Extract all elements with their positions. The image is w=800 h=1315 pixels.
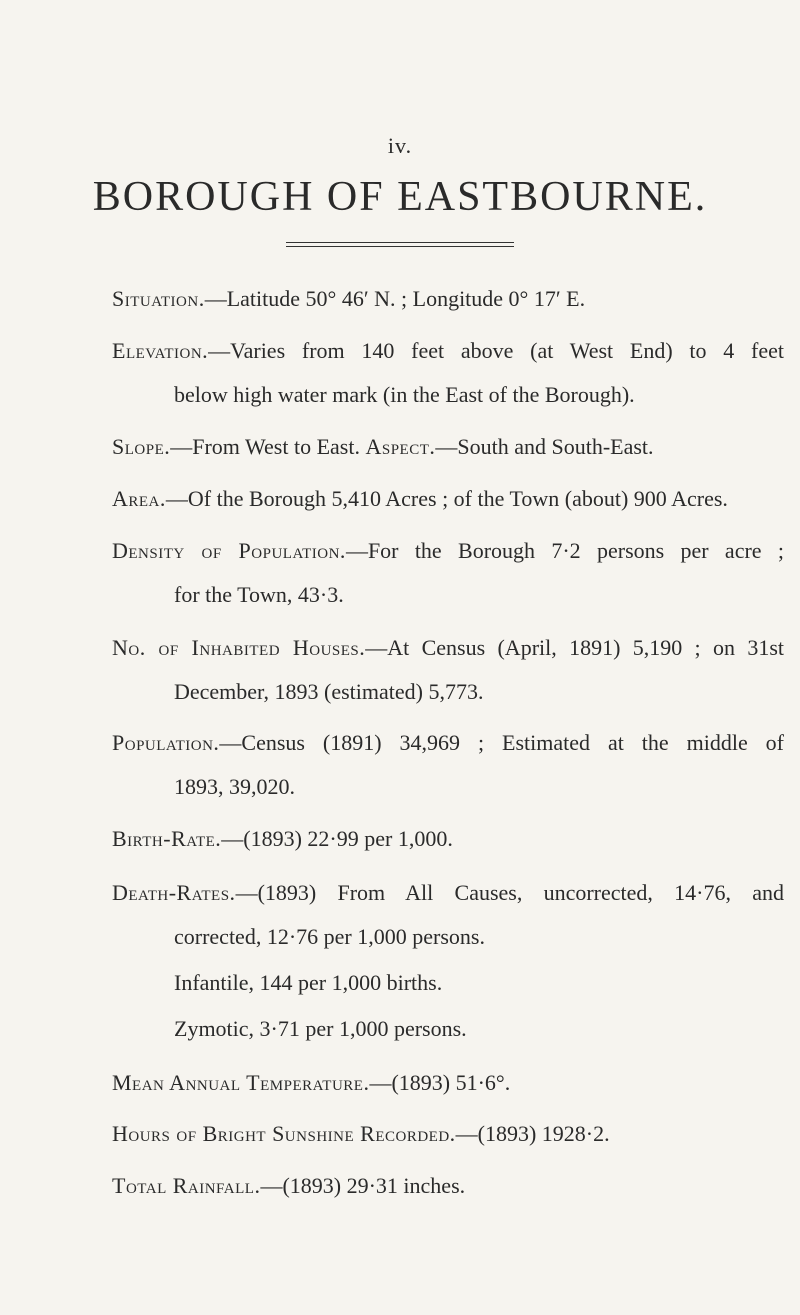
- population-line-2: 1893, 39,020.: [174, 774, 295, 799]
- density-entry: [112, 530, 792, 572]
- title-rule-top: [286, 242, 514, 243]
- slope-label: Slope.: [112, 434, 171, 459]
- area-text: —Of the Borough 5,410 Acres ; of the Town (about) 900 Acres.: [165, 486, 728, 511]
- temperature-text: —(1893) 51·6°.: [369, 1070, 511, 1095]
- infantile-rate: Infantile, 144 per 1,000 births.: [174, 970, 443, 995]
- density-line-2: for the Town, 43·3.: [174, 582, 344, 607]
- rainfall-entry: [112, 1165, 792, 1207]
- elevation-label: Elevation.: [112, 338, 209, 363]
- death-rates-entry: [112, 872, 792, 914]
- death-rates-line-1: [112, 872, 784, 914]
- slope-entry: [112, 426, 792, 468]
- population-text-1: —Census (1891) 34,969 ; Estimated at the middle of: [219, 730, 784, 755]
- situation-entry: [112, 278, 792, 320]
- houses-text-1: —At Census (April, 1891) 5,190 ; on 31st: [365, 635, 784, 660]
- death-rates-line-2: corrected, 12·76 per 1,000 persons.: [174, 924, 485, 949]
- population-entry: [112, 722, 792, 764]
- population-label: Population.: [112, 730, 220, 755]
- density-text-1: —For the Borough 7·2 persons per acre ;: [345, 538, 784, 563]
- slope-text: —From West to East.: [170, 434, 366, 459]
- density-label: Density of Population.: [112, 538, 346, 563]
- temperature-entry: [112, 1062, 792, 1104]
- sunshine-label: Hours of Bright Sunshine Recorded.: [112, 1121, 456, 1146]
- death-rates-text-1: —(1893) From All Causes, uncorrected, 14·76, and: [235, 880, 784, 905]
- houses-entry: [112, 627, 792, 669]
- houses-line-2: December, 1893 (estimated) 5,773.: [174, 679, 484, 704]
- page-number: iv.: [387, 133, 413, 158]
- situation-label: Situation.: [112, 286, 205, 311]
- birth-rate-label: Birth-Rate.: [112, 826, 222, 851]
- elevation-line-2: below high water mark (in the East of the Borough).: [174, 382, 635, 407]
- density-line-1: [112, 530, 784, 572]
- rainfall-label: Total Rainfall.: [112, 1173, 261, 1198]
- page-title: BOROUGH OF EASTBOURNE.: [92, 174, 708, 220]
- title-rule-bottom: [286, 246, 514, 247]
- death-rates-label: Death-Rates.: [112, 880, 236, 905]
- zymotic-rate: Zymotic, 3·71 per 1,000 persons.: [174, 1016, 467, 1041]
- situation-text: —Latitude 50° 46′ N. ; Longitude 0° 17′ E.: [204, 286, 586, 311]
- rainfall-text: —(1893) 29·31 inches.: [260, 1173, 466, 1198]
- elevation-entry: [112, 330, 792, 372]
- elevation-line-1: [112, 330, 784, 372]
- birth-rate-text: —(1893) 22·99 per 1,000.: [221, 826, 453, 851]
- aspect-text: —South and South-East.: [435, 434, 654, 459]
- temperature-label: Mean Annual Temperature.: [112, 1070, 370, 1095]
- birth-rate-entry: [112, 818, 792, 860]
- houses-label: No. of Inhabited Houses.: [112, 635, 366, 660]
- elevation-text-1: —Varies from 140 feet above (at West End) to 4 feet: [208, 338, 784, 363]
- sunshine-text: —(1893) 1928·2.: [455, 1121, 610, 1146]
- area-label: Area.: [112, 486, 166, 511]
- houses-line-1: [112, 627, 784, 669]
- area-entry: [112, 478, 792, 520]
- aspect-label: Aspect.: [365, 434, 436, 459]
- sunshine-entry: [112, 1113, 792, 1155]
- population-line-1: [112, 722, 784, 764]
